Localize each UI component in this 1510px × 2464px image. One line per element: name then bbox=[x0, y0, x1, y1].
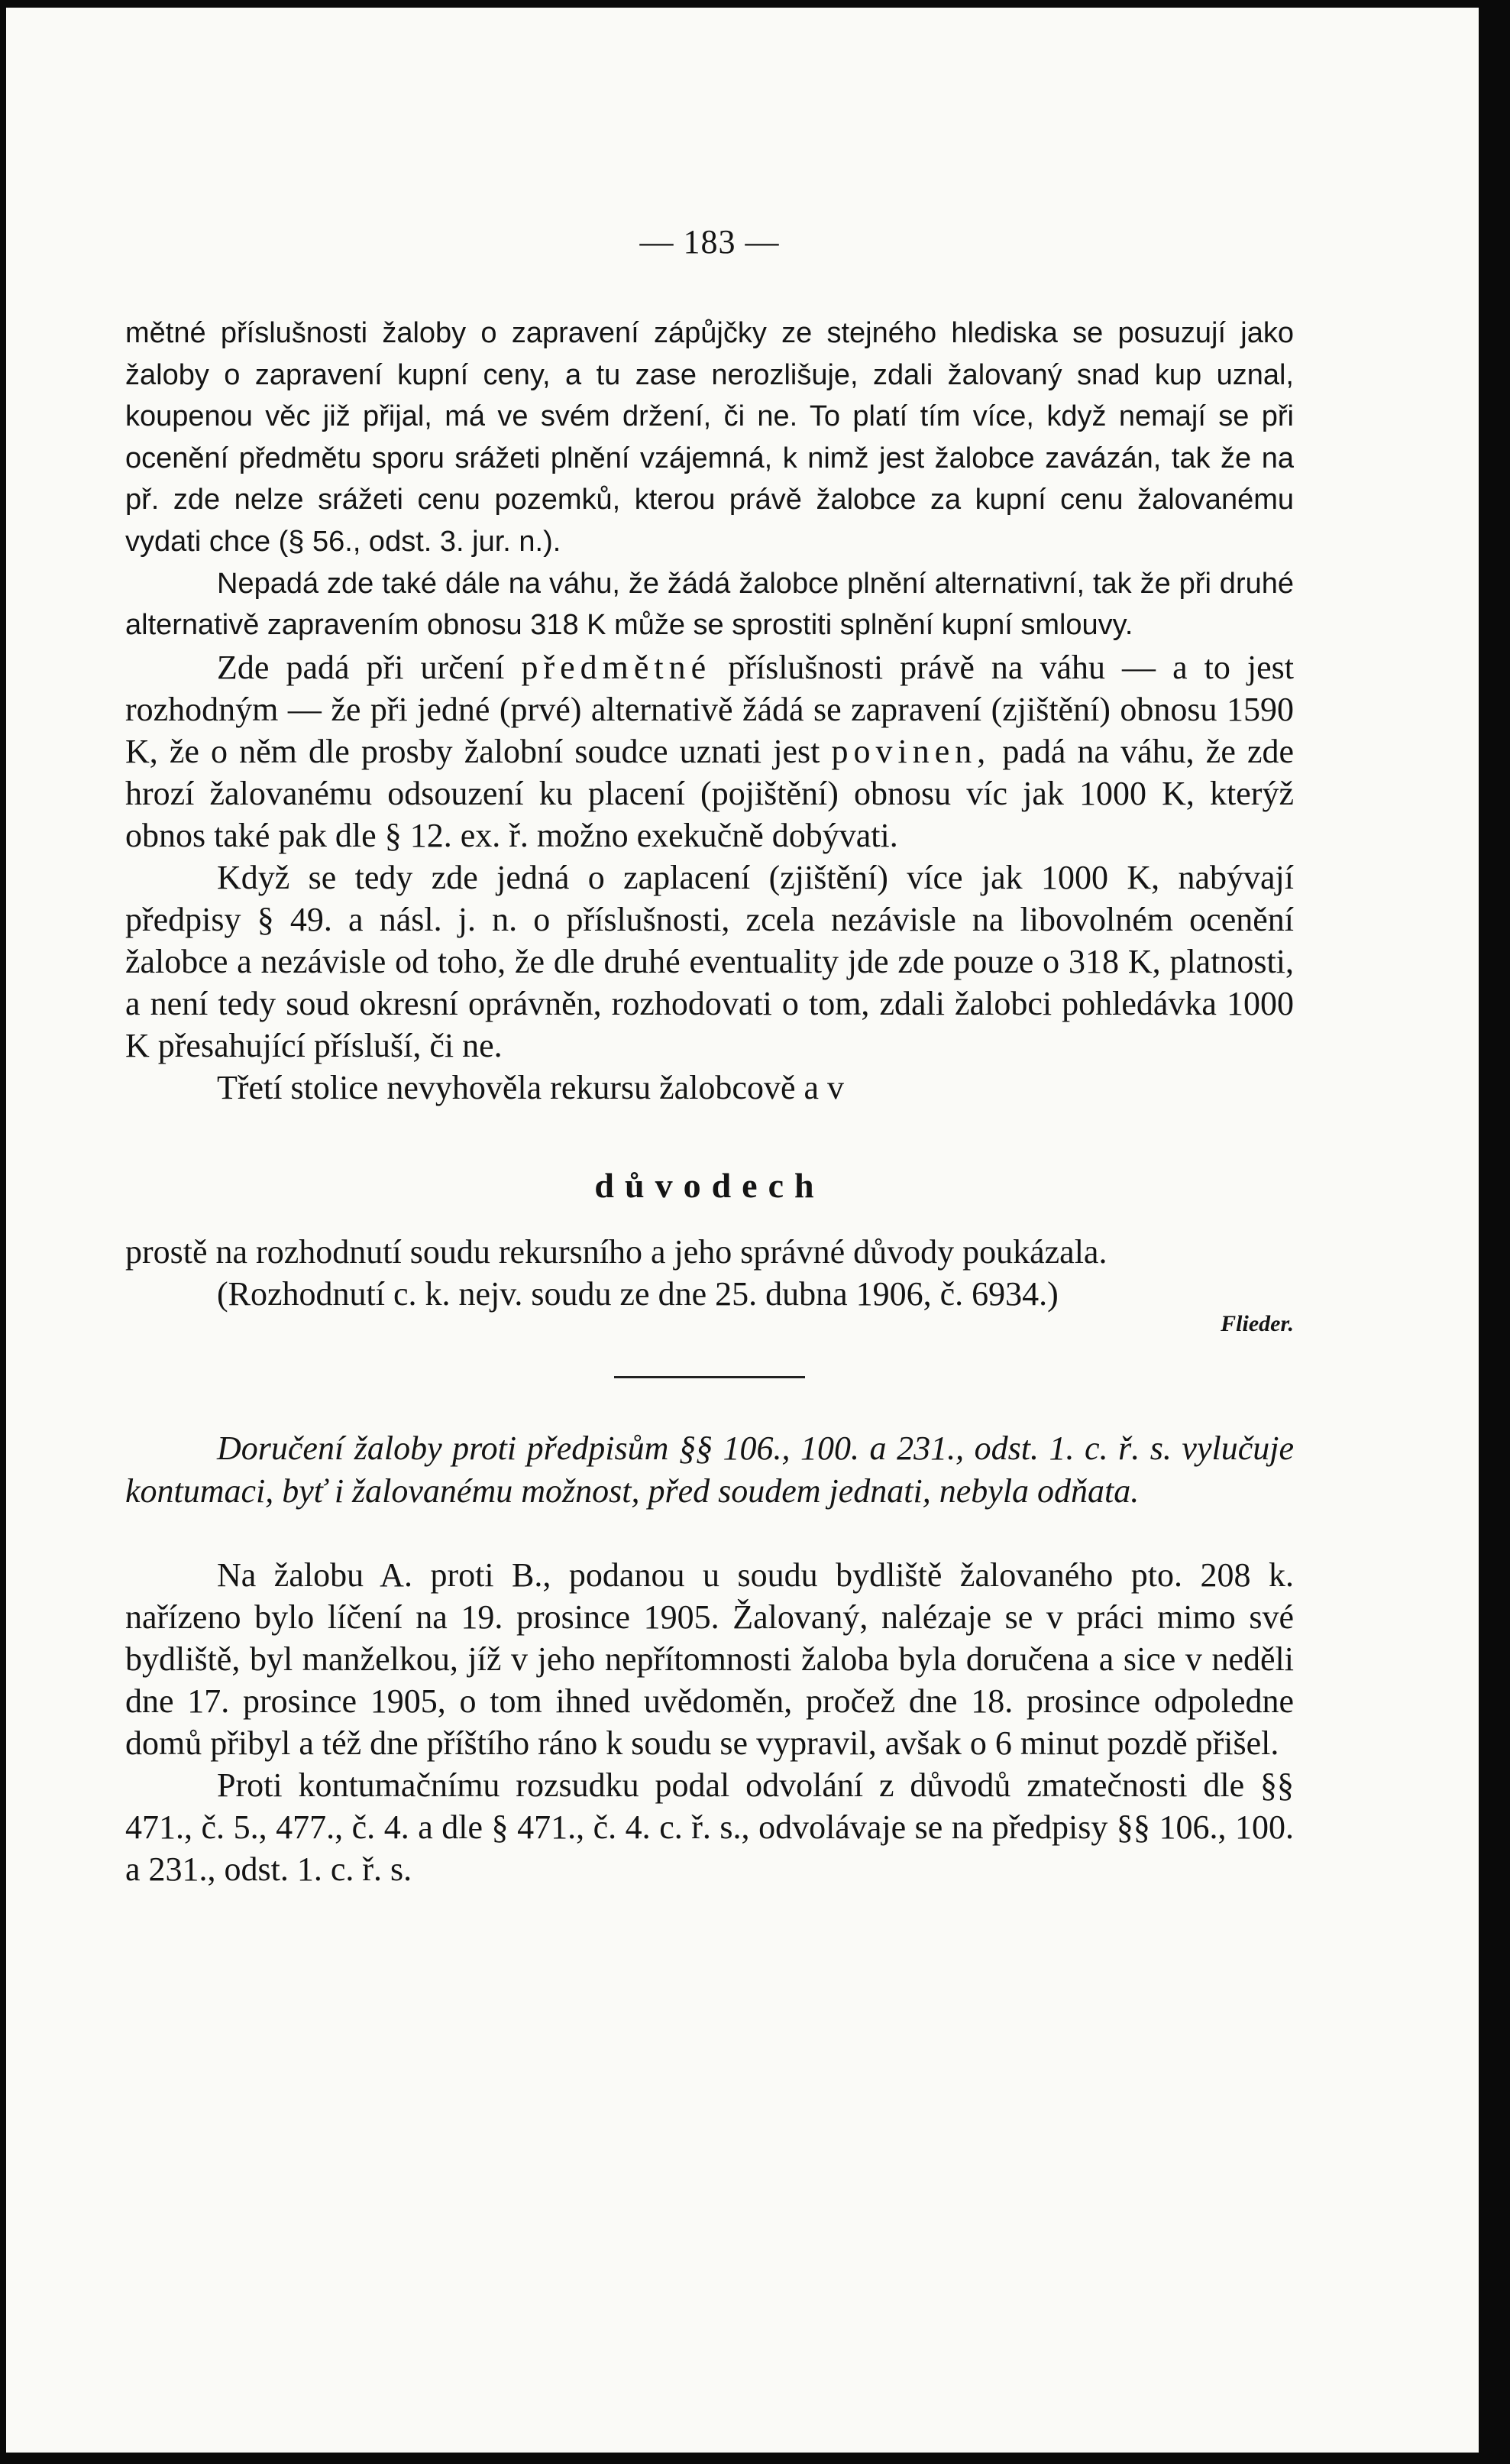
paragraph-7: (Rozhodnutí c. k. nejv. soudu ze dne 25. dubna 1906, č. 6934.) bbox=[217, 1274, 1059, 1313]
paragraph-3-end: padá na váhu, že zde hrozí žalovanému odsouzení ku placení (pojištění) obnosu víc jak 1000 K, kterýž obnos také pak dle § 12. ex. ř. možno exekučně dobývati. bbox=[125, 732, 1295, 854]
paragraph-4: Když se tedy zde jedná o zaplacení (zjištění) více jak 1000 K, nabývají předpisy § 49. a násl. j. n. o příslušnosti, zcela nezávisle na libovolném ocenění žalobce a nezávisle od toho, že dle druhé eventuality jde zde pouze o 318 K, platnosti, a není tedy soud okresní oprávněn, rozhodovati o tom, zdali žalobci pohledávka 1000 K přesahující přísluší, či ne. bbox=[125, 858, 1294, 1064]
scanned-page bbox=[6, 8, 1479, 2453]
paragraph-3-middle: příslušnosti právě na váhu — a to jest rozhodným — že při jedné (prvé) alternativě žádá se zapravení (zjištění) obnosu 1590 K, že o něm dle prosby žalobní soudce uznati jest bbox=[125, 648, 1295, 770]
text-block-serif bbox=[125, 646, 1294, 1109]
text-block-verdict bbox=[125, 1231, 1294, 1315]
headnote-text: Doručení žaloby proti předpisům §§ 106., 100. a 231., odst. 1. c. ř. s. vylučuje kontumaci, byť i žalovanému možnost, před soudem jednati, nebyla odňata. bbox=[125, 1429, 1294, 1510]
signature: Flieder. bbox=[1221, 1310, 1294, 1336]
paragraph-3-spaced-word: předmětné bbox=[521, 648, 712, 686]
paragraph-3 bbox=[125, 646, 1294, 856]
page-content bbox=[125, 225, 1294, 1890]
paragraph-1: mětné příslušnosti žaloby o zapravení zápůjčky ze stejného hlediska se posuzují jako žaloby o zapravení kupní ceny, a tu zase nerozlišuje, zdali žalovaný snad kup uznal, koupenou věc již přijal, má ve svém držení, či ne. To platí tím více, když nemají se při ocenění předmětu sporu srážeti plnění vzájemná, k nimž jest žalobce zavázán, tak že na př. zde nelze srážeti cenu pozemků, kterou právě žalobce za kupní cenu žalovanému vydati chce (§ 56., odst. 3. jur. n.). bbox=[125, 317, 1294, 558]
page-number: — 183 — bbox=[639, 223, 780, 261]
paragraph-3-start: Zde padá při určení bbox=[217, 648, 505, 686]
section-heading: důvodech bbox=[594, 1165, 825, 1205]
paragraph-8: Na žalobu A. proti B., podanou u soudu bydliště žalovaného pto. 208 k. nařízeno bylo líčení na 19. prosince 1905. Žalovaný, nalézaje se v práci mimo své bydliště, byl manželkou, jíž v jeho nepřítomnosti žaloba byla doručena a sice v neděli dne 17. prosince 1905, o tom ihned uvědoměn, pročež dne 18. prosince odpoledne domů přibyl a též dne příštího ráno k soudu se vypravil, avšak o 6 minut pozdě přišel. bbox=[125, 1556, 1294, 1762]
paragraph-6: prostě na rozhodnutí soudu rekursního a jeho správné důvody poukázala. bbox=[125, 1232, 1107, 1271]
divider-rule bbox=[614, 1376, 805, 1378]
text-block-case bbox=[125, 1554, 1294, 1890]
paragraph-2: Nepadá zde také dále na váhu, že žádá žalobce plnění alternativní, tak že při druhé alternativě zapravením obnosu 318 K může se sprostiti splnění kupní smlouvy. bbox=[125, 567, 1294, 642]
paragraph-5: Třetí stolice nevyhověla rekursu žalobcově a v bbox=[217, 1068, 845, 1106]
text-block-sans bbox=[125, 312, 1294, 646]
case-headnote bbox=[125, 1427, 1294, 1513]
paragraph-3-spaced-word-2: povinen, bbox=[831, 732, 991, 770]
paragraph-9: Proti kontumačnímu rozsudku podal odvolání z důvodů zmatečnosti dle §§ 471., č. 5., 477., č. 4. a dle § 471., č. 4. c. ř. s., odvolávaje se na předpisy §§ 106., 100. a 231., odst. 1. c. ř. s. bbox=[125, 1766, 1294, 1888]
